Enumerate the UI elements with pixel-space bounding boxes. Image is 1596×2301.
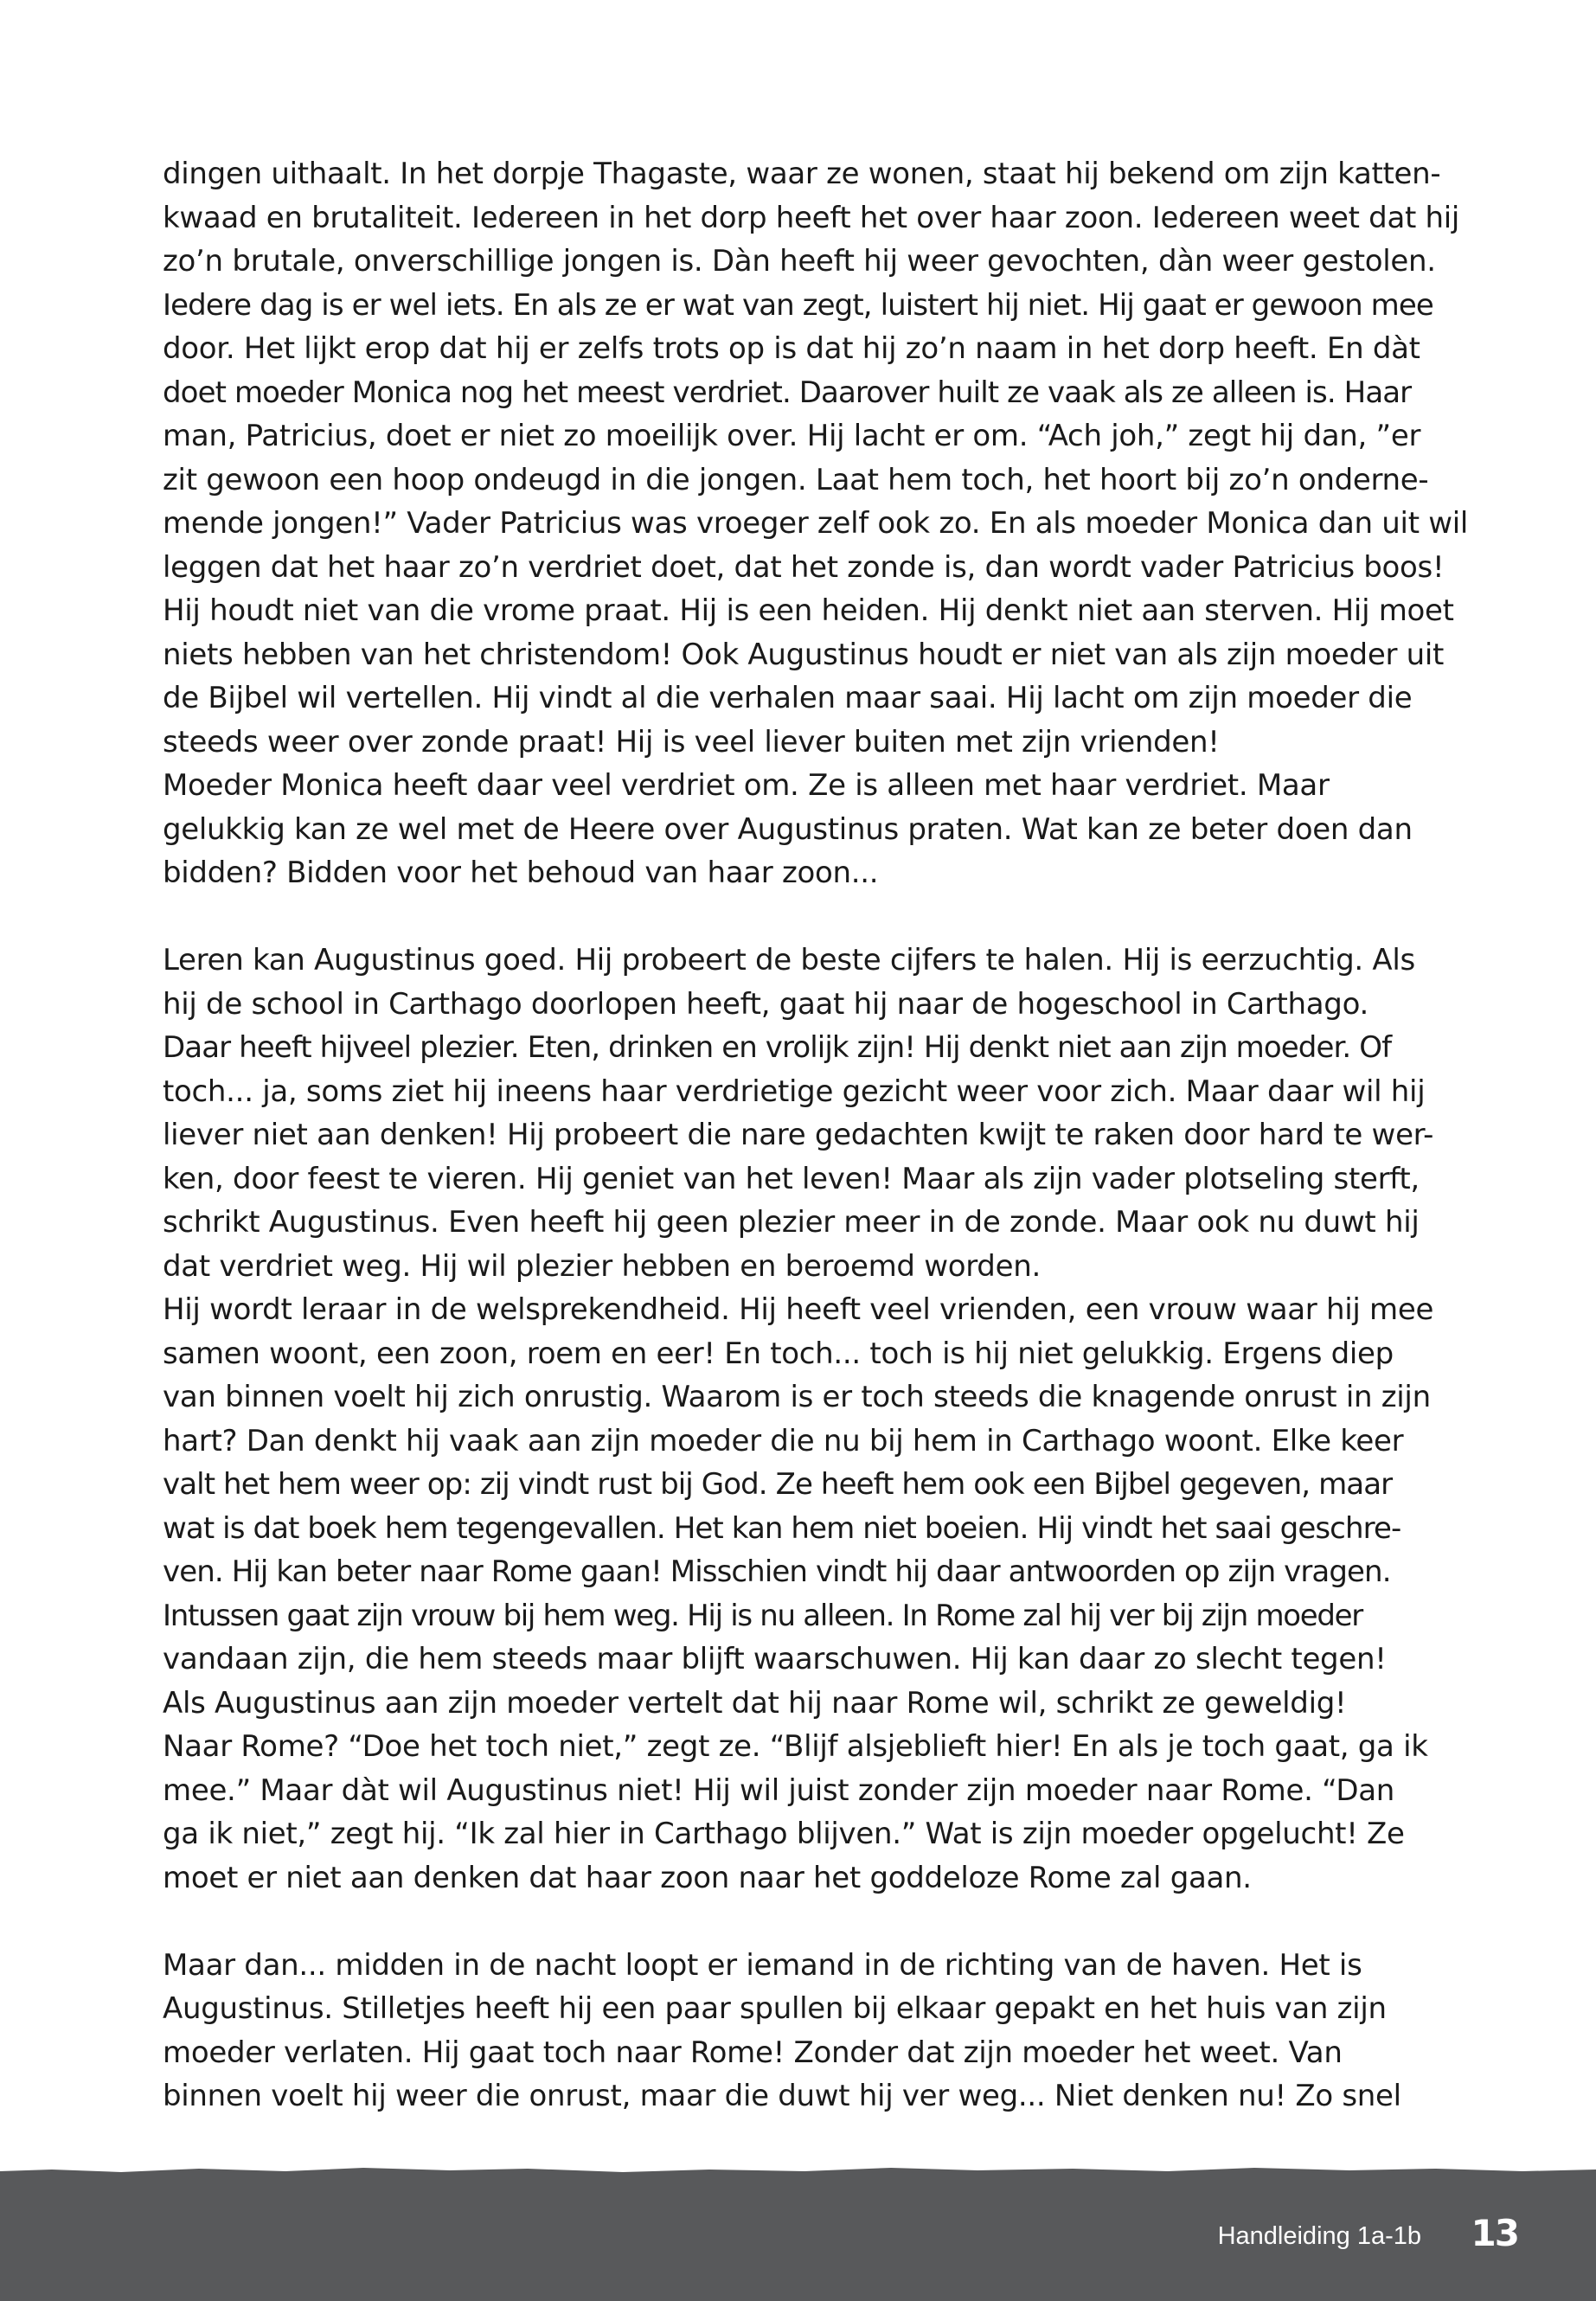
text-line: liever niet aan denken! Hij probeert die nare gedachten kwijt te raken door hard te wer- — [163, 1118, 1434, 1152]
text-line: moet er niet aan denken dat haar zoon naar het goddeloze Rome zal gaan. — [163, 1860, 1252, 1895]
page-number: 13 — [1471, 2212, 1518, 2254]
text-line: dat verdriet weg. Hij wil plezier hebben en beroemd worden. — [163, 1248, 1041, 1284]
text-line: ven. Hij kan beter naar Rome gaan! Misschien vindt hij daar antwoorden op zijn vragen. — [163, 1554, 1391, 1589]
text-line: Hij wordt leraar in de welsprekendheid. Hij heeft veel vrienden, een vrouw waar hij mee — [163, 1292, 1434, 1327]
text-line: Augustinus. Stilletjes heeft hij een paar spullen bij elkaar gepakt en het huis van zijn — [163, 1991, 1387, 2026]
text-line: doet moeder Monica nog het meest verdriet. Daarover huilt ze vaak als ze alleen is. Haar — [163, 375, 1412, 410]
text-line: zit gewoon een hoop ondeugd in die jongen. Laat hem toch, het hoort bij zo’n onderne- — [163, 462, 1429, 497]
footer-label: Handleiding 1a-1b — [1217, 2222, 1421, 2250]
text-line: ken, door feest te vieren. Hij geniet van het leven! Maar als zijn vader plotseling sterft, — [163, 1161, 1420, 1196]
text-line: binnen voelt hij weer die onrust, maar die duwt hij ver weg... Niet denken nu! Zo snel — [163, 2079, 1401, 2113]
text-line: Iedere dag is er wel iets. En als ze er wat van zegt, luistert hij niet. Hij gaat er gewoon mee — [163, 287, 1433, 323]
text-line: leggen dat het haar zo’n verdriet doet, dat het zonde is, dan wordt vader Patricius boos! — [163, 549, 1445, 585]
text-line: schrikt Augustinus. Even heeft hij geen plezier meer in de zonde. Maar ook nu duwt hij — [163, 1205, 1420, 1240]
text-line: niets hebben van het christendom! Ook Augustinus houdt er niet van als zijn moeder uit — [163, 637, 1445, 672]
text-line: wat is dat boek hem tegengevallen. Het kan hem niet boeien. Hij vindt het saai geschre- — [163, 1510, 1401, 1546]
text-line: vandaan zijn, die hem steeds maar blijft waarschuwen. Hij kan daar zo slecht tegen! — [163, 1642, 1387, 1676]
text-line: zo’n brutale, onverschillige jongen is. Dàn heeft hij weer gevochten, dàn weer gestolen. — [163, 244, 1436, 279]
text-line: Daar heeft hijveel plezier. Eten, drinken en vrolijk zijn! Hij denkt niet aan zijn moeder. Of — [163, 1030, 1392, 1065]
text-line: moeder verlaten. Hij gaat toch naar Rome! Zonder dat zijn moeder het weet. Van — [163, 2035, 1343, 2070]
text-line: mee.” Maar dàt wil Augustinus niet! Hij wil juist zonder zijn moeder naar Rome. “Dan — [163, 1772, 1395, 1808]
text-line: Moeder Monica heeft daar veel verdriet om. Ze is alleen met haar verdriet. Maar — [163, 768, 1330, 803]
text-line: ga ik niet,” zegt hij. “Ik zal hier in Carthago blijven.” Wat is zijn moeder opgelucht! Ze — [163, 1817, 1405, 1851]
text-line: hij de school in Carthago doorlopen heeft, gaat hij naar de hogeschool in Carthago. — [163, 986, 1368, 1022]
paragraph-spacer — [163, 1900, 1434, 1944]
paragraph — [163, 152, 1469, 895]
text-line: dingen uithaalt. In het dorpje Thagaste, waar ze wonen, staat hij bekend om zijn katten- — [163, 157, 1441, 191]
text-line: van binnen voelt hij zich onrustig. Waarom is er toch steeds die knagende onrust in zijn — [163, 1380, 1431, 1414]
text-line: man, Patricius, doet er niet zo moeilijk over. Hij lacht er om. “Ach joh,” zegt hij dan, ”er — [163, 419, 1421, 453]
text-line: Intussen gaat zijn vrouw bij hem weg. Hij is nu alleen. In Rome zal hij ver bij zijn moeder — [163, 1598, 1362, 1633]
text-line: Maar dan... midden in de nacht loopt er iemand in de richting van de haven. Het is — [163, 1947, 1362, 1983]
paragraph — [163, 1944, 1434, 2118]
text-line: Leren kan Augustinus goed. Hij probeert de beste cijfers te halen. Hij is eerzuchtig. Als — [163, 943, 1415, 977]
body-text — [163, 152, 1469, 2118]
text-line: de Bijbel wil vertellen. Hij vindt al die verhalen maar saai. Hij lacht om zijn moeder die — [163, 681, 1413, 715]
text-line: bidden? Bidden voor het behoud van haar zoon... — [163, 856, 879, 890]
text-line: Naar Rome? “Doe het toch niet,” zegt ze. “Blijf alsjeblieft hier! En als je toch gaat, ga ik — [163, 1729, 1428, 1764]
text-line: mende jongen!” Vader Patricius was vroeger zelf ook zo. En als moeder Monica dan uit wil — [163, 506, 1469, 541]
text-line: samen woont, een zoon, roem en eer! En toch... toch is hij niet gelukkig. Ergens diep — [163, 1336, 1394, 1371]
paragraph-spacer — [163, 895, 1434, 939]
text-line: hart? Dan denkt hij vaak aan zijn moeder die nu bij hem in Carthago woont. Elke keer — [163, 1423, 1404, 1458]
text-line: Als Augustinus aan zijn moeder vertelt dat hij naar Rome wil, schrikt ze geweldig! — [163, 1685, 1347, 1721]
text-line: gelukkig kan ze wel met de Heere over Augustinus praten. Wat kan ze beter doen dan — [163, 811, 1413, 847]
text-line: kwaad en brutaliteit. Iedereen in het dorp heeft het over haar zoon. Iedereen weet dat hij — [163, 200, 1460, 235]
text-line: door. Het lijkt erop dat hij er zelfs trots op is dat hij zo’n naam in het dorp heeft. En dàt — [163, 331, 1420, 366]
text-line: Hij houdt niet van die vrome praat. Hij is een heiden. Hij denkt niet aan sterven. Hij moet — [163, 593, 1454, 628]
text-line: valt het hem weer op: zij vindt rust bij God. Ze heeft hem ook een Bijbel gegeven, maar — [163, 1467, 1393, 1502]
text-line: steeds weer over zonde praat! Hij is veel liever buiten met zijn vrienden! — [163, 724, 1220, 760]
text-line: toch... ja, soms ziet hij ineens haar verdrietige gezicht weer voor zich. Maar daar wil hij — [163, 1074, 1426, 1109]
paragraph — [163, 939, 1434, 1900]
